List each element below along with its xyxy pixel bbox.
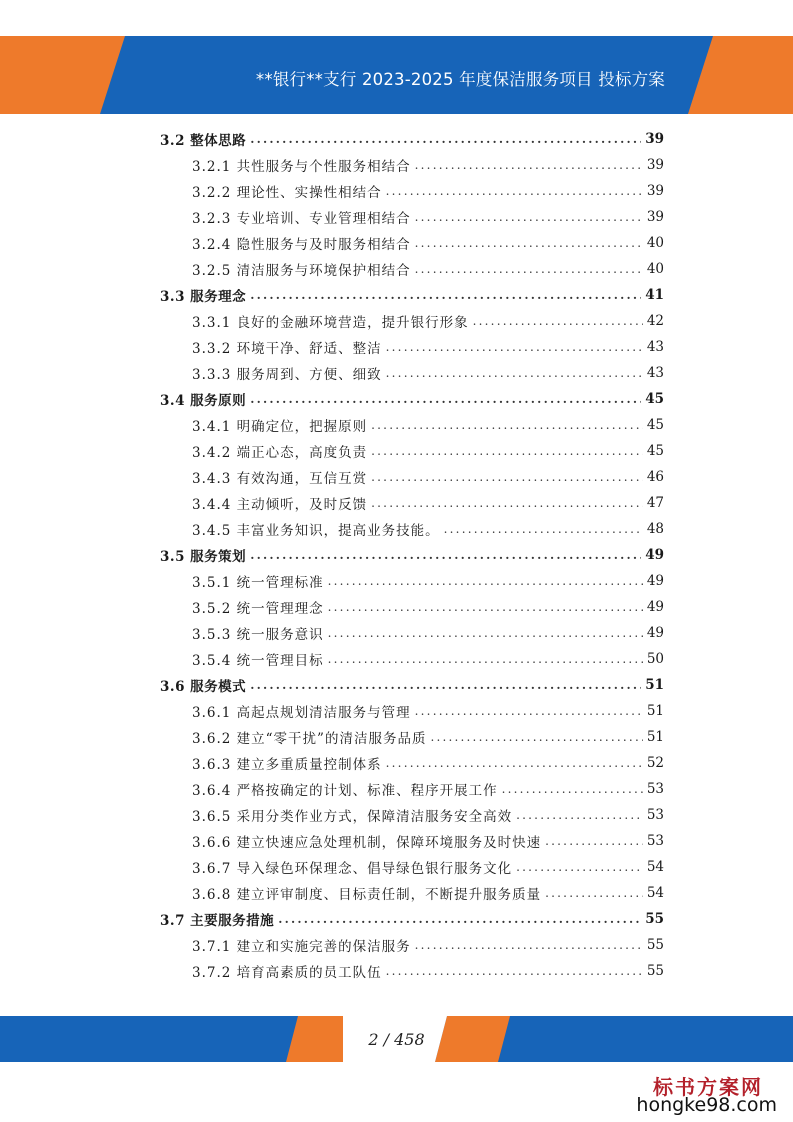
toc-dot-leader xyxy=(250,288,641,302)
watermark-brand: 标书方案网 xyxy=(653,1075,763,1099)
watermark-url: hongke98.com xyxy=(636,1094,777,1116)
toc-subsection-entry[interactable] xyxy=(192,698,664,724)
toc-subsection-entry[interactable] xyxy=(192,568,664,594)
toc-entry-page: 49 xyxy=(645,547,664,563)
toc-subsection-entry[interactable] xyxy=(192,230,664,256)
toc-subsection-entry[interactable] xyxy=(192,594,664,620)
toc-dot-leader xyxy=(473,314,643,328)
toc-entry-page: 39 xyxy=(646,183,664,199)
toc-entry-page: 51 xyxy=(646,703,664,719)
toc-subsection-entry[interactable] xyxy=(192,880,664,906)
toc-entry-page: 54 xyxy=(646,885,664,901)
toc-entry-title: 3.2.2 理论性、实操性相结合 xyxy=(192,185,382,201)
toc-dot-leader xyxy=(328,574,643,588)
toc-entry-title: 3.5 服务策划 xyxy=(160,549,247,565)
toc-entry-title: 3.4.4 主动倾听，及时反馈 xyxy=(192,497,368,513)
toc-entry-page: 54 xyxy=(646,859,664,875)
document-title: **银行**支行 2023-2025 年度保洁服务项目 投标方案 xyxy=(255,70,665,89)
toc-subsection-entry[interactable] xyxy=(192,828,664,854)
toc-subsection-entry[interactable] xyxy=(192,256,664,282)
toc-entry-title: 3.5.2 统一管理理念 xyxy=(192,601,324,617)
toc-entry-title: 3.2.3 专业培训、专业管理相结合 xyxy=(192,211,411,227)
toc-entry-page: 43 xyxy=(646,365,664,381)
toc-dot-leader xyxy=(371,444,643,458)
toc-entry-page: 39 xyxy=(646,209,664,225)
toc-dot-leader xyxy=(415,158,643,172)
toc-dot-leader xyxy=(328,600,643,614)
toc-entry-title: 3.4 服务原则 xyxy=(160,393,247,409)
toc-dot-leader xyxy=(415,938,643,952)
toc-subsection-entry[interactable] xyxy=(192,178,664,204)
toc-subsection-entry[interactable] xyxy=(192,490,664,516)
toc-entry-page: 47 xyxy=(646,495,664,511)
toc-entry-page: 51 xyxy=(646,729,664,745)
toc-entry-title: 3.6.4 严格按确定的计划、标准、程序开展工作 xyxy=(192,783,498,799)
toc-entry-page: 51 xyxy=(645,677,664,693)
toc-entry-page: 39 xyxy=(646,157,664,173)
toc-dot-leader xyxy=(250,392,641,406)
toc-entry-page: 49 xyxy=(646,573,664,589)
toc-entry-title: 3.6.8 建立评审制度、目标责任制，不断提升服务质量 xyxy=(192,887,542,903)
toc-subsection-entry[interactable] xyxy=(192,204,664,230)
toc-dot-leader xyxy=(278,912,641,926)
toc-entry-title: 3.2 整体思路 xyxy=(160,133,247,149)
toc-entry-page: 55 xyxy=(646,963,664,979)
toc-section-entry[interactable] xyxy=(160,542,664,568)
toc-entry-page: 53 xyxy=(646,807,664,823)
toc-dot-leader xyxy=(386,184,643,198)
toc-entry-page: 42 xyxy=(646,313,664,329)
toc-subsection-entry[interactable] xyxy=(192,360,664,386)
toc-dot-leader xyxy=(545,886,643,900)
toc-section-entry[interactable] xyxy=(160,672,664,698)
toc-entry-title: 3.6.7 导入绿色环保理念、倡导绿色银行服务文化 xyxy=(192,861,513,877)
toc-dot-leader xyxy=(545,834,643,848)
toc-subsection-entry[interactable] xyxy=(192,932,664,958)
toc-entry-page: 55 xyxy=(645,911,664,927)
toc-dot-leader xyxy=(430,730,642,744)
toc-entry-title: 3.3.2 环境干净、舒适、整洁 xyxy=(192,341,382,357)
toc-subsection-entry[interactable] xyxy=(192,724,664,750)
toc-dot-leader xyxy=(250,132,641,146)
toc-entry-title: 3.3 服务理念 xyxy=(160,289,247,305)
toc-entry-title: 3.6.2 建立“零干扰”的清洁服务品质 xyxy=(192,731,427,747)
toc-entry-page: 49 xyxy=(646,599,664,615)
toc-section-entry[interactable] xyxy=(160,126,664,152)
toc-dot-leader xyxy=(516,808,643,822)
toc-entry-page: 45 xyxy=(646,443,664,459)
toc-dot-leader xyxy=(516,860,643,874)
toc-entry-title: 3.2.5 清洁服务与环境保护相结合 xyxy=(192,263,411,279)
toc-entry-title: 3.3.1 良好的金融环境营造，提升银行形象 xyxy=(192,315,469,331)
toc-dot-leader xyxy=(371,496,643,510)
toc-section-entry[interactable] xyxy=(160,906,664,932)
toc-entry-page: 45 xyxy=(645,391,664,407)
toc-section-entry[interactable] xyxy=(160,282,664,308)
toc-entry-title: 3.2.1 共性服务与个性服务相结合 xyxy=(192,159,411,175)
page-number: 2 / 458 xyxy=(368,1030,425,1049)
toc-entry-page: 41 xyxy=(645,287,664,303)
toc-entry-page: 40 xyxy=(646,235,664,251)
toc-subsection-entry[interactable] xyxy=(192,620,664,646)
toc-entry-title: 3.6.6 建立快速应急处理机制，保障环境服务及时快速 xyxy=(192,835,542,851)
toc-entry-title: 3.6.3 建立多重质量控制体系 xyxy=(192,757,382,773)
toc-entry-title: 3.5.4 统一管理目标 xyxy=(192,653,324,669)
toc-subsection-entry[interactable] xyxy=(192,958,664,984)
toc-subsection-entry[interactable] xyxy=(192,776,664,802)
toc-entry-page: 49 xyxy=(646,625,664,641)
toc-entry-page: 45 xyxy=(646,417,664,433)
toc-subsection-entry[interactable] xyxy=(192,750,664,776)
toc-entry-page: 46 xyxy=(646,469,664,485)
toc-entry-page: 40 xyxy=(646,261,664,277)
toc-dot-leader xyxy=(415,262,643,276)
toc-dot-leader xyxy=(415,236,643,250)
toc-entry-title: 3.5.3 统一服务意识 xyxy=(192,627,324,643)
toc-subsection-entry[interactable] xyxy=(192,802,664,828)
toc-dot-leader xyxy=(371,418,643,432)
toc-dot-leader xyxy=(386,964,643,978)
toc-entry-page: 53 xyxy=(646,781,664,797)
toc-entry-title: 3.4.5 丰富业务知识，提高业务技能。 xyxy=(192,523,440,539)
toc-subsection-entry[interactable] xyxy=(192,438,664,464)
toc-section-entry[interactable] xyxy=(160,386,664,412)
toc-entry-page: 43 xyxy=(646,339,664,355)
toc-entry-title: 3.7.1 建立和实施完善的保洁服务 xyxy=(192,939,411,955)
toc-entry-title: 3.6 服务模式 xyxy=(160,679,247,695)
page-header xyxy=(0,0,793,120)
toc-subsection-entry[interactable] xyxy=(192,516,664,542)
toc-dot-leader xyxy=(328,652,643,666)
toc-entry-title: 3.7 主要服务措施 xyxy=(160,913,275,929)
toc-dot-leader xyxy=(386,366,643,380)
toc-dot-leader xyxy=(415,704,643,718)
toc-entry-title: 3.6.5 采用分类作业方式，保障清洁服务安全高效 xyxy=(192,809,513,825)
header-band-graphic xyxy=(0,0,793,120)
toc-subsection-entry[interactable] xyxy=(192,412,664,438)
toc-entry-title: 3.3.3 服务周到、方便、细致 xyxy=(192,367,382,383)
toc-dot-leader xyxy=(386,340,643,354)
toc-entry-page: 50 xyxy=(646,651,664,667)
toc-dot-leader xyxy=(386,756,643,770)
toc-subsection-entry[interactable] xyxy=(192,646,664,672)
toc-dot-leader xyxy=(250,678,641,692)
toc-dot-leader xyxy=(250,548,641,562)
toc-entry-title: 3.7.2 培育高素质的员工队伍 xyxy=(192,965,382,981)
toc-entry-title: 3.6.1 高起点规划清洁服务与管理 xyxy=(192,705,411,721)
toc-dot-leader xyxy=(502,782,643,796)
toc-dot-leader xyxy=(371,470,643,484)
toc-entry-title: 3.4.1 明确定位，把握原则 xyxy=(192,419,368,435)
toc-entry-title: 3.5.1 统一管理标准 xyxy=(192,575,324,591)
toc-subsection-entry[interactable] xyxy=(192,854,664,880)
toc-entry-title: 3.4.3 有效沟通，互信互赏 xyxy=(192,471,368,487)
toc-dot-leader xyxy=(415,210,643,224)
toc-subsection-entry[interactable] xyxy=(192,152,664,178)
toc-entry-page: 39 xyxy=(645,131,664,147)
toc-entry-page: 55 xyxy=(646,937,664,953)
toc-dot-leader xyxy=(328,626,643,640)
toc-entry-page: 53 xyxy=(646,833,664,849)
toc-subsection-entry[interactable] xyxy=(192,308,664,334)
toc-entry-title: 3.4.2 端正心态，高度负责 xyxy=(192,445,368,461)
toc-entry-page: 52 xyxy=(646,755,664,771)
toc-entry-page: 48 xyxy=(646,521,664,537)
toc-entry-title: 3.2.4 隐性服务与及时服务相结合 xyxy=(192,237,411,253)
toc-dot-leader xyxy=(444,522,643,536)
toc-subsection-entry[interactable] xyxy=(192,334,664,360)
toc-subsection-entry[interactable] xyxy=(192,464,664,490)
